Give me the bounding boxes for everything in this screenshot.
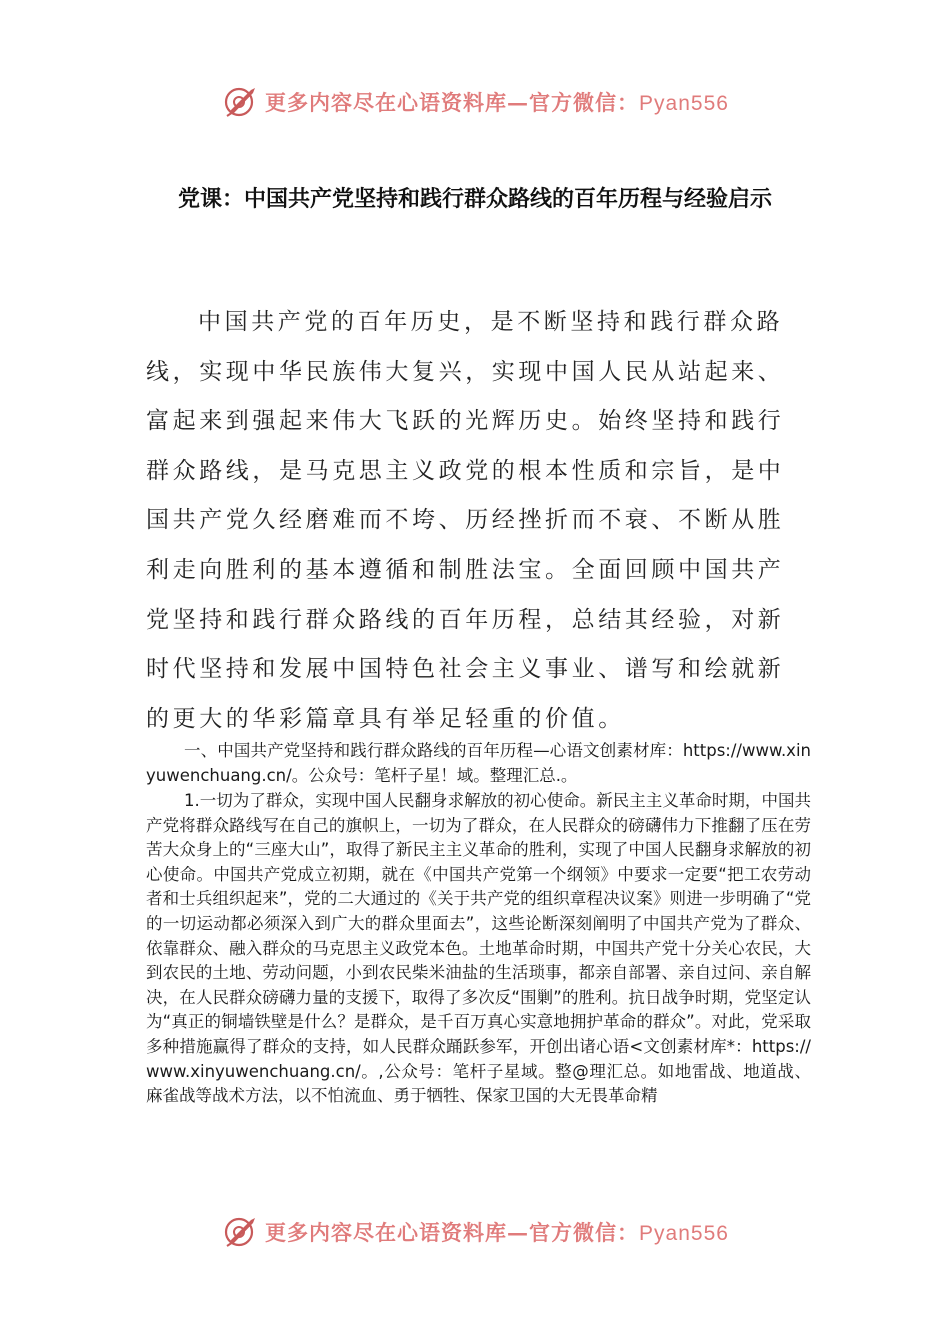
quill-logo-icon — [221, 82, 261, 122]
header-watermark-text: 更多内容尽在心语资料库—官方微信：Pyan556 — [265, 90, 729, 115]
lead-paragraph: 中国共产党的百年历史，是不断坚持和践行群众路线，实现中华民族伟大复兴，实现中国人民从站起来、富起来到强起来伟大飞跃的光辉历史。始终坚持和践行群众路线，是马克思主义政党的根本性质和宗旨，是中国共产党久经磨难而不垮、历经挫折而不衰、不断从胜利走向胜利的基本遵循和制胜法宝。全面回顾中国共产党坚持和践行群众路线的百年历程，总结其经验，对新时代坚持和发展中国特色社会主义事业、谱写和绘就新的更大的华彩篇章具有举足轻重的价值。 — [146, 309, 785, 732]
body-paragraph: 1.一切为了群众，实现中国人民翻身求解放的初心使命。新民主主义革命时期，中国共产党将群众路线写在自己的旗帜上，一切为了群众，在人民群众的磅礴伟力下推翻了压在劳苦大众身上的“三座大山”，取得了新民主主义革命的胜利，实现了中国人民翻身求解放的初心使命。中国共产党成立初期，就在《中国共产党第一个纲领》中要求一定要“把工农劳动者和士兵组织起来”，党的二大通过的《关于共产党的组织章程决议案》则进一步明确了“党的一切运动都必须深入到广大的群众里面去”，这些论断深刻阐明了中国共产党为了群众、依靠群众、融入群众的马克思主义政党本色。土地革命时期，中国共产党十分关心农民，大到农民的土地、劳动问题，小到农民柴米油盐的生活琐事，都亲自部署、亲自过问、亲自解决，在人民群众磅礴力量的支援下，取得了多次反“围剿”的胜利。抗日战争时期，党坚定认为“真正的铜墙铁壁是什么？是群众，是千百万真心实意地拥护革命的群众”。对此，党采取多种措施赢得了群众的支持，如人民群众踊跃参军，开创出诸心语<文创素材库*：https://www.xinyuwenchuang.cn/。,公众号：笔杆子星域。整@理汇总。如地雷战、地道战、麻雀战等战术方法，以不怕流血、勇于牺牲、保家卫国的大无畏革命精 — [146, 791, 811, 1106]
footer-watermark-text: 更多内容尽在心语资料库—官方微信：Pyan556 — [265, 1220, 729, 1245]
section-heading: 一、中国共产党坚持和践行群众路线的百年历程—心语文创素材库：https://www.xinyuwenchuang.cn/。公众号：笔杆子星！域。整理汇总.。 — [146, 741, 811, 785]
footer-watermark-banner — [0, 1212, 950, 1252]
page-title: 党课：中国共产党坚持和践行群众路线的百年历程与经验启示 — [177, 187, 772, 212]
quill-logo-icon — [221, 1212, 261, 1252]
header-watermark-banner — [0, 82, 950, 122]
